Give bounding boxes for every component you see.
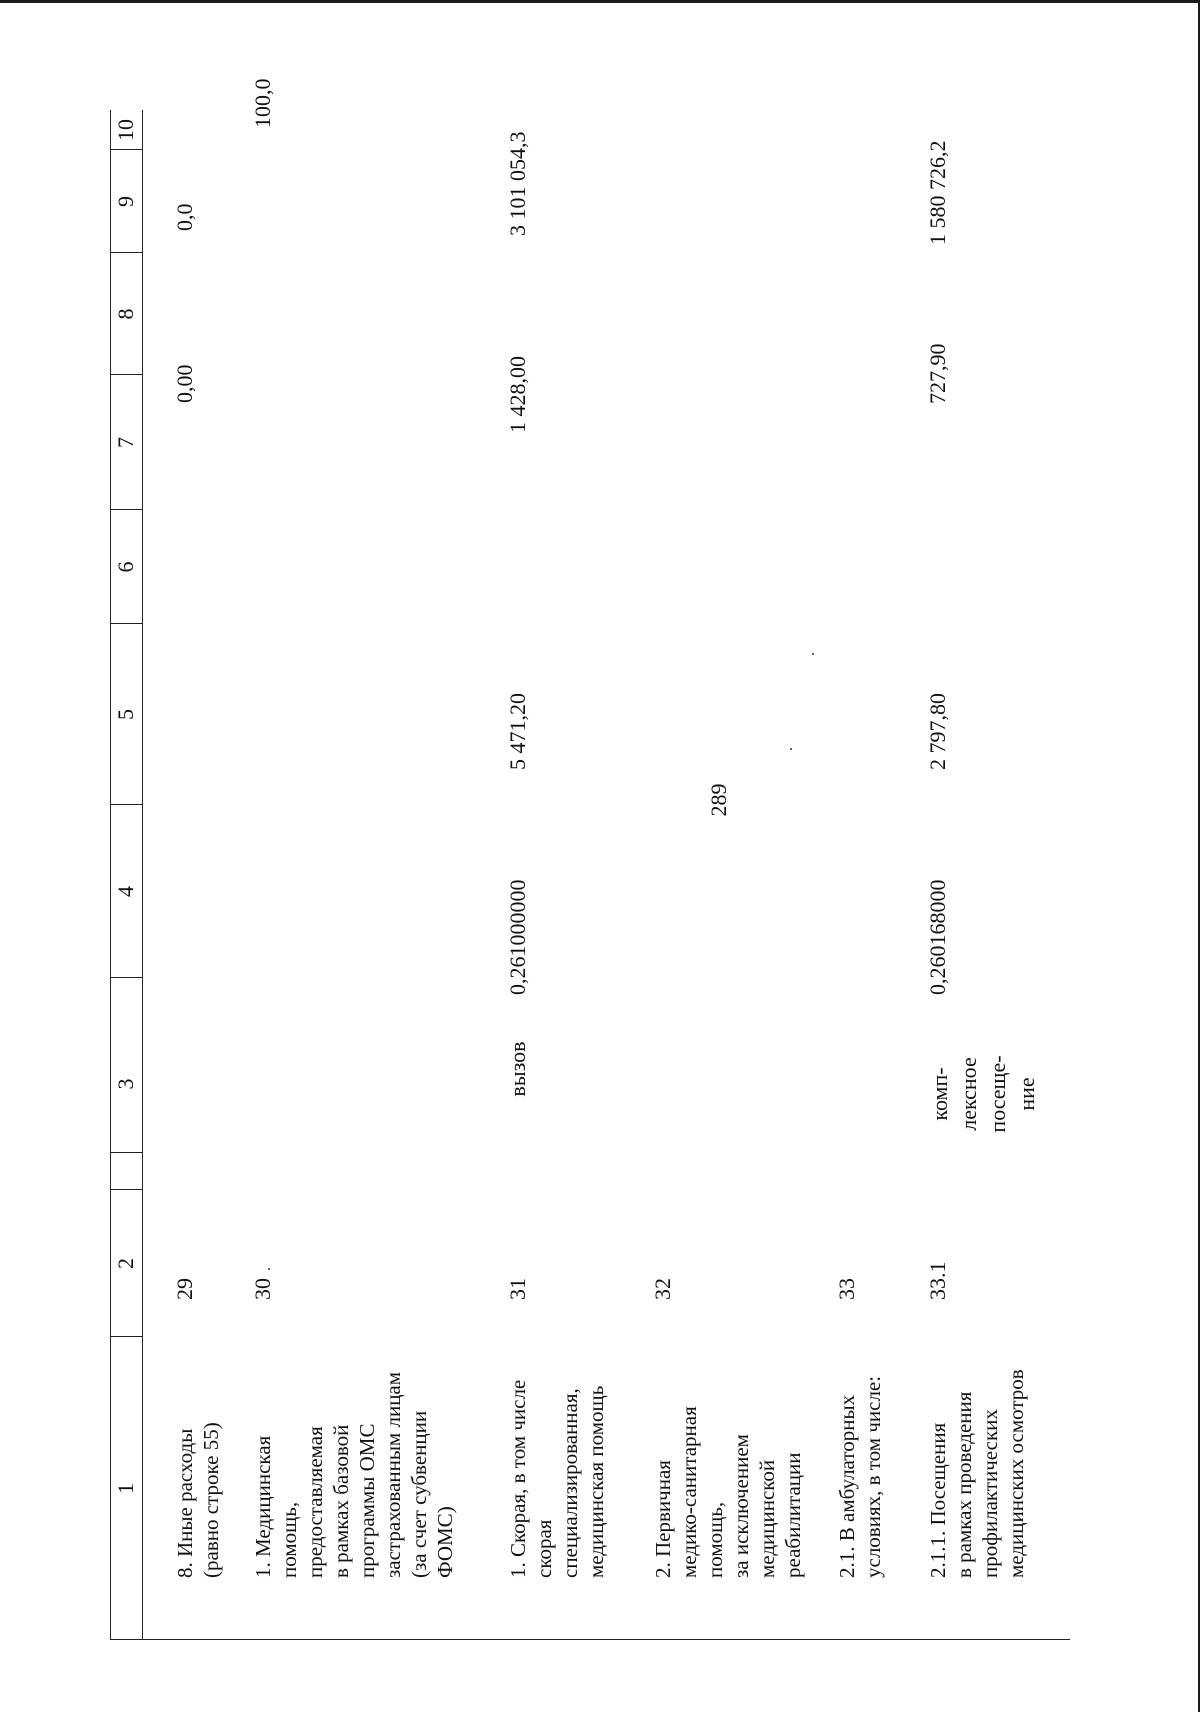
row-name — [650, 1338, 806, 1578]
cell-col7: 0,00 — [172, 364, 197, 403]
row-name-line: 8. Иные расходы — [173, 1428, 197, 1578]
header-top-line — [110, 110, 111, 1640]
row-name-line: медицинской — [755, 1459, 779, 1578]
row-name — [250, 1338, 458, 1578]
column-number-10: 10 — [113, 119, 138, 141]
column-number-8: 8 — [113, 308, 138, 320]
column-number-7: 7 — [113, 437, 138, 448]
cell-col5: 5 471,20 — [505, 693, 530, 770]
header-bottom-line — [142, 110, 143, 1640]
row-name-line: в рамках проведения — [952, 1391, 976, 1578]
page-number: 289 — [706, 783, 731, 817]
column-number-2: 2 — [113, 1258, 138, 1269]
column-number-5: 5 — [113, 709, 138, 720]
row-line-code: 32 — [650, 1278, 675, 1300]
data-table — [110, 78, 1070, 1640]
row-name — [925, 1338, 1029, 1578]
row-name-line: ФОМС) — [433, 1506, 457, 1578]
row-name-line: 2.1.1. Посещения — [926, 1422, 950, 1578]
row-line-code: 30 — [250, 1278, 275, 1300]
row-name-line: программы ОМС — [355, 1423, 379, 1578]
row-line-code: 31 — [505, 1278, 530, 1300]
cell-col9: 1 580 726,2 — [925, 140, 950, 245]
rotated-document-page — [0, 50, 1100, 1650]
row-name-line: медицинских осмотров — [1004, 1369, 1028, 1578]
cell-unit — [925, 1034, 1041, 1154]
unit-line: лексное — [956, 1057, 981, 1131]
row-line-code: 33.1 — [925, 1261, 950, 1300]
row-name-line: 2. Первичная — [651, 1460, 675, 1578]
row-name-line: помощь, — [703, 1501, 727, 1578]
row-name — [172, 1338, 224, 1578]
row-name-line: предоставляемая — [303, 1426, 327, 1578]
row-name-line: медико-санитарная — [677, 1406, 701, 1578]
row-line-code: 33 — [834, 1278, 859, 1300]
row-name-line: (за счет субвенции — [407, 1410, 431, 1578]
cell-col5: 2 797,80 — [925, 693, 950, 770]
column-number-3: 3 — [113, 1078, 138, 1090]
scan-speck — [812, 653, 814, 655]
row-name-line: условиях, в том числе: — [861, 1375, 885, 1578]
cell-col7: 1 428,00 — [505, 356, 530, 433]
cell-col9: 0,0 — [172, 203, 197, 231]
cell-col9: 3 101 054,3 — [505, 131, 530, 236]
row-name-line: (равно строке 55) — [199, 1422, 223, 1578]
row-name-line: профилактических — [978, 1409, 1002, 1578]
row-line-code: 29 — [172, 1278, 197, 1300]
column-number-1: 1 — [113, 1483, 138, 1494]
column-divider — [110, 1639, 1070, 1640]
row-name-line: скорая — [532, 1519, 556, 1578]
row-name-line: 1. Медицинская — [251, 1435, 275, 1578]
cell-col4: 0,261000000 — [505, 879, 530, 995]
column-number-6: 6 — [113, 561, 138, 573]
row-name-line: медицинская помощь — [584, 1385, 608, 1578]
cell-col4: 0,260168000 — [925, 879, 950, 995]
row-name — [834, 1338, 886, 1578]
scan-speck — [268, 1268, 270, 1270]
row-name-line: специализированная, — [558, 1388, 582, 1578]
unit-line: вызов — [505, 1041, 530, 1097]
column-number-4: 4 — [113, 886, 138, 897]
row-name-line: помощь, — [277, 1501, 301, 1578]
row-name-line: реабилитации — [781, 1452, 805, 1578]
row-name-line: за исключением — [729, 1434, 753, 1578]
unit-line: посеще- — [985, 1055, 1010, 1133]
cell-col7: 727,90 — [925, 343, 950, 404]
scan-edge-top — [0, 0, 1200, 3]
unit-line: комп- — [927, 1067, 952, 1121]
column-number-9: 9 — [113, 196, 138, 207]
row-name-line: 2.1. В амбулаторных — [835, 1394, 859, 1578]
row-name-line: в рамках базовой — [329, 1424, 353, 1578]
row-name — [505, 1338, 609, 1578]
cell-unit — [505, 984, 531, 1154]
unit-line: ние — [1014, 1077, 1039, 1111]
row-name-line: 1. Скорая, в том числе — [506, 1379, 530, 1578]
row-name-line: застрахованным лицам — [381, 1371, 405, 1578]
cell-col10: 100,0 — [250, 78, 275, 128]
scan-speck — [790, 748, 792, 750]
